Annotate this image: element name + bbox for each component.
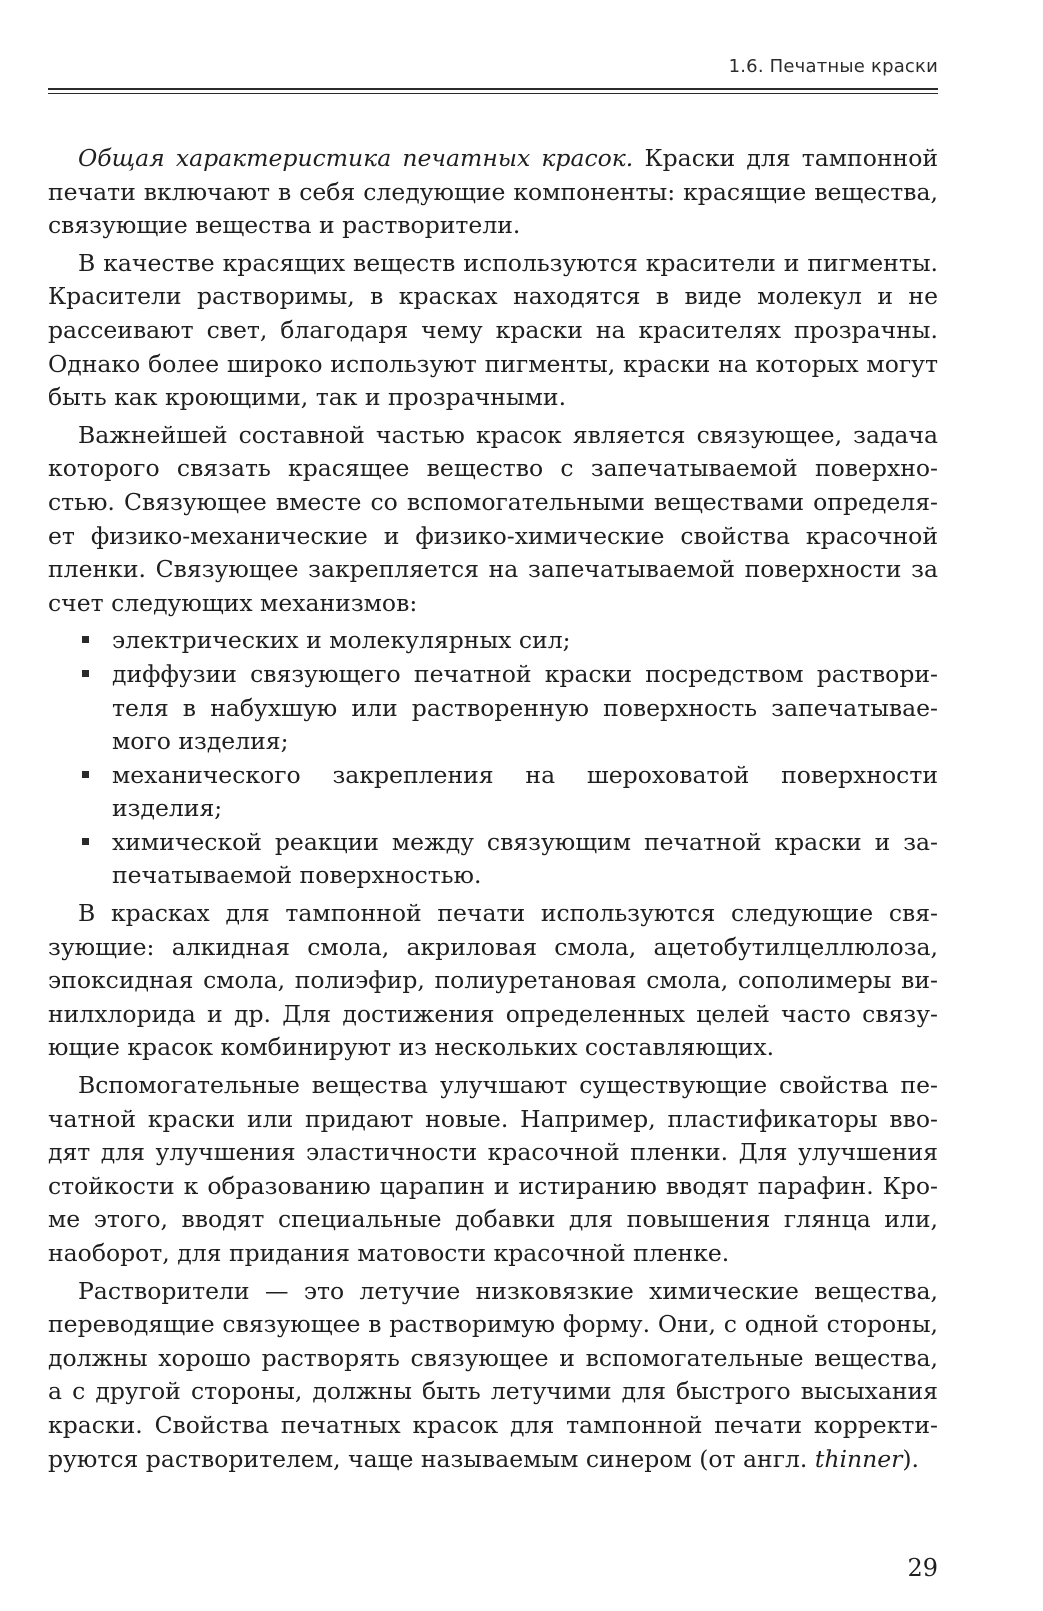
list-item	[48, 658, 938, 759]
paragraph-binder: Важнейшей составной частью красок является связующее, задача которого связать красящее вещество с запечатываемой поверхностью. Связующее вместе со вспомогательными веществами определяет физико-механические и физико-химические свойства красочной пленки. Связующее закрепляется на запечатываемой поверхности за счет следующих механизмов:	[48, 420, 938, 617]
body-text	[48, 142, 938, 1480]
paragraph-text: Краски для тампонной печати включают в себя следующие компоненты: красящие вещества, связующие вещества и растворители.	[48, 144, 938, 240]
list-item-text: электрических и молекулярных сил;	[112, 626, 571, 655]
english-term: thinner	[814, 1444, 903, 1473]
list-item	[48, 624, 938, 658]
list-item-text: диффузии связующего печатной краски посредством растворителя в набухшую или растворенную поверхность запечатываемого изделия;	[112, 659, 938, 756]
paragraph-solvents	[48, 1275, 938, 1477]
header-rule-thick	[48, 88, 938, 90]
running-header: 1.6. Печатные краски	[728, 56, 938, 77]
list-item	[48, 759, 938, 826]
paragraph-binder-types: В красках для тампонной печати используются следующие связующие: алкидная смола, акриловая смола, ацетобутилцеллюлоза, эпоксидная смола, полиэфир, полиуретановая смола, сополимеры винилхлорида и др. Для достижения определенных целей часто связующие красок комбинируют из нескольких составляющих.	[48, 899, 938, 1062]
list-item	[48, 826, 938, 893]
bullet-icon	[82, 670, 89, 677]
paragraph-ink-characteristics	[48, 142, 938, 243]
page-number: 29	[907, 1554, 938, 1582]
binding-mechanisms-list	[48, 624, 938, 893]
bullet-icon	[82, 838, 89, 845]
paragraph-text: Растворители — это летучие низковязкие химические вещества, переводящие связующее в растворимую форму. Они, с одной стороны, должны хорошо растворять связующее и вспомогательные вещества, а с другой стороны, должны быть летучими для быстрого высыхания краски. Свойства печатных красок для тампонной печати корректируются растворителем, чаще называемым синером (от англ.	[48, 1276, 938, 1473]
paragraph-auxiliary-substances: Вспомогательные вещества улучшают существующие свойства печатной краски или придают новые. Например, пластификаторы вводят для улучшения эластичности красочной пленки. Для улучшения стойкости к образованию царапин и истиранию вводят парафин. Кроме этого, вводят специальные добавки для повышения глянца или, наоборот, для придания матовости красочной пленке.	[48, 1071, 938, 1267]
paragraph-tail: ).	[902, 1444, 920, 1473]
list-item-text: химической реакции между связующим печатной краски и запечатываемой поверхностью.	[112, 827, 938, 890]
paragraph-colorants: В качестве красящих веществ используются красители и пигменты. Красители растворимы, в красках находятся в виде молекул и не рассеивают свет, благодаря чему краски на красителях прозрачны. Однако более широко используют пигменты, краски на которых могут быть как кроющими, так и прозрачными.	[48, 248, 938, 412]
bullet-icon	[82, 771, 89, 778]
header-rule-thin	[48, 93, 938, 94]
section-run-in-title: Общая характеристика печатных красок.	[78, 144, 634, 172]
bullet-icon	[82, 636, 89, 643]
list-item-text: механического закрепления на шероховатой поверхности изделия;	[112, 760, 938, 823]
